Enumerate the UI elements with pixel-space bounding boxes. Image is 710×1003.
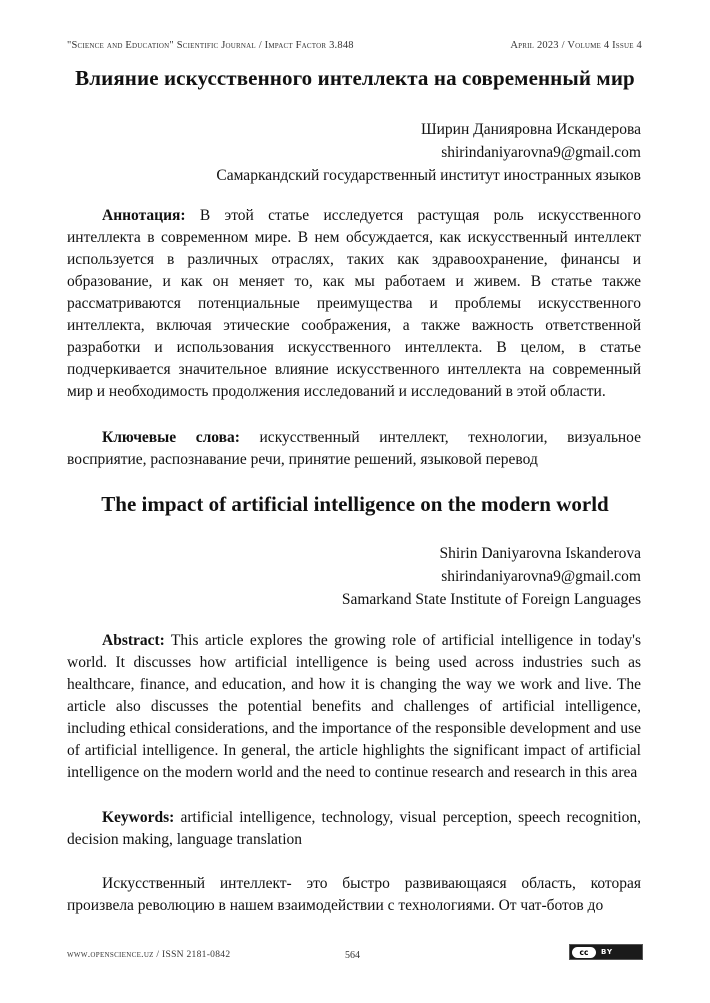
footer-site: www.openscience.uz / ISSN 2181-0842 <box>67 950 231 960</box>
author-block-en <box>342 542 641 611</box>
keywords-en <box>67 807 641 851</box>
author-name-ru: Ширин Данияровна Искандерова <box>421 121 641 138</box>
author-email-en: shirindaniyarovna9@gmail.com <box>441 568 641 585</box>
cc-logo: cc <box>572 947 596 958</box>
journal-title: "Science and Education" Scientific Journal / Impact Factor 3.848 <box>67 40 354 51</box>
keywords-label-en: Keywords: <box>102 809 175 826</box>
body-paragraph-text: Искусственный интеллект- это быстро развивающаяся область, которая произвела революцию в нашем взаимодействии с технологиями. От чат-ботов до <box>67 875 641 914</box>
author-name-en: Shirin Daniyarovna Iskanderova <box>439 545 641 562</box>
author-email-ru: shirindaniyarovna9@gmail.com <box>441 144 641 161</box>
abstract-en <box>67 630 641 784</box>
cc-by-label: BY <box>601 948 614 956</box>
page-number: 564 <box>345 950 360 961</box>
abstract-ru <box>67 205 641 403</box>
keywords-text-ru: искусственный интеллект, технологии, визуальное восприятие, распознавание речи, принятие решений, языковой перевод <box>67 429 641 468</box>
keywords-ru <box>67 427 641 471</box>
abstract-text-en: This article explores the growing role of artificial intelligence in today's world. It discusses how artificial intelligence is being used across industries such as healthcare, finance, and education, and how it is changing the way we work and live. The article also discusses the potential benefits and challenges of artificial intelligence, including ethical considerations, and the importance of the responsible development and use of artificial intelligence. In general, the article highlights the significant impact of artificial intelligence on the modern world and the need to continue research and research in this area <box>67 632 641 781</box>
page-footer <box>67 947 643 968</box>
keywords-text-en: artificial intelligence, technology, visual perception, speech recognition, decision making, language translation <box>67 809 641 848</box>
keywords-label-ru: Ключевые слова: <box>102 429 240 446</box>
issue-info: April 2023 / Volume 4 Issue 4 <box>510 40 642 51</box>
running-header <box>67 40 642 51</box>
author-block-ru <box>216 118 641 187</box>
abstract-label-ru: Аннотация: <box>102 207 186 224</box>
cc-license-icon <box>569 944 643 960</box>
article-title-ru: Влияние искусственного интеллекта на современный мир <box>75 66 635 90</box>
author-affiliation-ru: Самаркандский государственный институт иностранных языков <box>216 167 641 184</box>
article-title-en: The impact of artificial intelligence on the modern world <box>101 492 609 516</box>
abstract-label-en: Abstract: <box>102 632 165 649</box>
author-affiliation-en: Samarkand State Institute of Foreign Languages <box>341 591 641 608</box>
body-paragraph <box>67 873 641 917</box>
abstract-text-ru: В этой статье исследуется растущая роль искусственного интеллекта в современном мире. В нем обсуждается, как искусственный интеллект используется в различных отраслях, таких как здравоохранение, финансы и образование, и как он меняет то, как мы работаем и живем. В статье также рассматриваются потенциальные преимущества и проблемы искусственного интеллекта, включая этические соображения, а также важность ответственной разработки и использования искусственного интеллекта. В целом, в статье подчеркивается значительное влияние искусственного интеллекта на современный мир и необходимость продолжения исследований и исследований в этой области. <box>67 207 641 400</box>
